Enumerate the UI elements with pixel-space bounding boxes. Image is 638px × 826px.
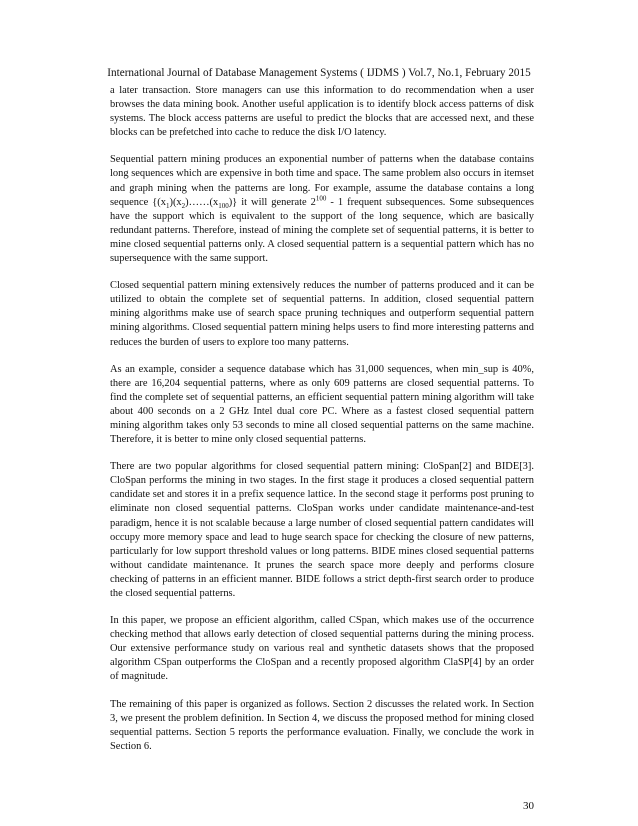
paragraph-4: As an example, consider a sequence database which has 31,000 sequences, when min_sup is 40%, there are 16,204 sequential patterns, where as only 609 patterns are closed sequential patterns. To find the complete set of sequential patterns, an efficient sequential pattern mining algorithm will take about 400 seconds on a 2 GHz Intel dual core PC. Where as a fastest closed sequential pattern mining algorithm takes only 53 seconds to mine all closed sequential patterns on the same machine. Therefore, it is better to mine only closed sequential patterns. <box>110 363 534 446</box>
paragraph-6: In this paper, we propose an efficient algorithm, called CSpan, which makes use of the occurrence checking method that allows early detection of closed sequential patterns during the mining process. Our extensive performance study on various real and synthetic datasets shows that the proposed algorithm CSpan outperforms the CloSpan and a recently proposed algorithm ClaSP[4] by an order of magnitude. <box>110 615 534 683</box>
paragraph-3: Closed sequential pattern mining extensively reduces the number of patterns produced and it can be utilized to obtain the complete set of sequential patterns. In addition, closed sequential pattern mining algorithms make use of search space pruning techniques and outperform sequential pattern mining algorithms. Closed sequential pattern mining helps users to find more interesting patterns and reduces the burden of users to explore too many patterns. <box>110 280 534 348</box>
subscript-100: 100 <box>218 201 229 210</box>
paragraph-2-text-a: Sequential pattern mining produces an exponential number of patterns when the database contains long sequences which are expensive in both time and space. The same problem also occurs in itemset and graph mining when the patterns are long. For example, assume the database contains a long sequence {(x <box>110 154 534 208</box>
paragraph-2-text-d: )} it will generate 2 <box>228 196 316 208</box>
superscript-100: 100 <box>315 194 327 203</box>
body-text <box>110 84 534 767</box>
paragraph-2-text-e: - 1 frequent subsequences. Some subsequences have the support which is equivalent to the support of the long sequence, which are basically redundant patterns. Therefore, instead of mining the complete set of sequential patterns, it is better to mine closed sequential patterns only. A closed sequential pattern is a sequential pattern which has no supersequence with the same support. <box>110 196 534 265</box>
subscript-2: 2 <box>181 201 186 210</box>
paragraph-2-text-b: )(x <box>169 196 182 208</box>
paragraph-7: The remaining of this paper is organized as follows. Section 2 discusses the related work. In Section 3, we present the problem definition. In Section 4, we discuss the proposed method for mining closed sequential patterns. Section 5 reports the performance evaluation. Finally, we conclude the work in Section 6. <box>110 698 534 752</box>
paragraph-5: There are two popular algorithms for closed sequential pattern mining: CloSpan[2] and BIDE[3]. CloSpan performs the mining in two stages. In the first stage it produces a closed sequential pattern candidate set and stores it in a prefix sequence lattice. In the second stage it performs post pruning to eliminate non closed sequential patterns. CloSpan works under candidate maintenance-and-test paradigm, hence it is not scalable because a large number of closed sequential pattern candidates will occupy more memory space and lead to huge search space for checking the closure of new patterns, particularly for low support threshold values or long patterns. BIDE mines closed sequential patterns without candidate maintenance. It prunes the search space more deeply and performs closure checking of patterns in an efficient manner. BIDE follows a strict depth-first search order to produce the closed sequential patterns. <box>110 461 534 599</box>
page-number: 30 <box>523 800 534 812</box>
running-header: International Journal of Database Management Systems ( IJDMS ) Vol.7, No.1, February 2015 <box>107 67 531 79</box>
subscript-1: 1 <box>165 201 170 210</box>
paragraph-1: a later transaction. Store managers can use this information to do recommendation when a user browses the data mining book. Another useful application is to identify block access patterns of disk systems. The block access patterns are useful to predict the blocks that are accessed next, and these blocks can be prefetched into cache to reduce the disk I/O latency. <box>110 85 534 139</box>
paragraph-2 <box>110 153 534 266</box>
paragraph-2-text-c: )……(x <box>185 196 219 208</box>
